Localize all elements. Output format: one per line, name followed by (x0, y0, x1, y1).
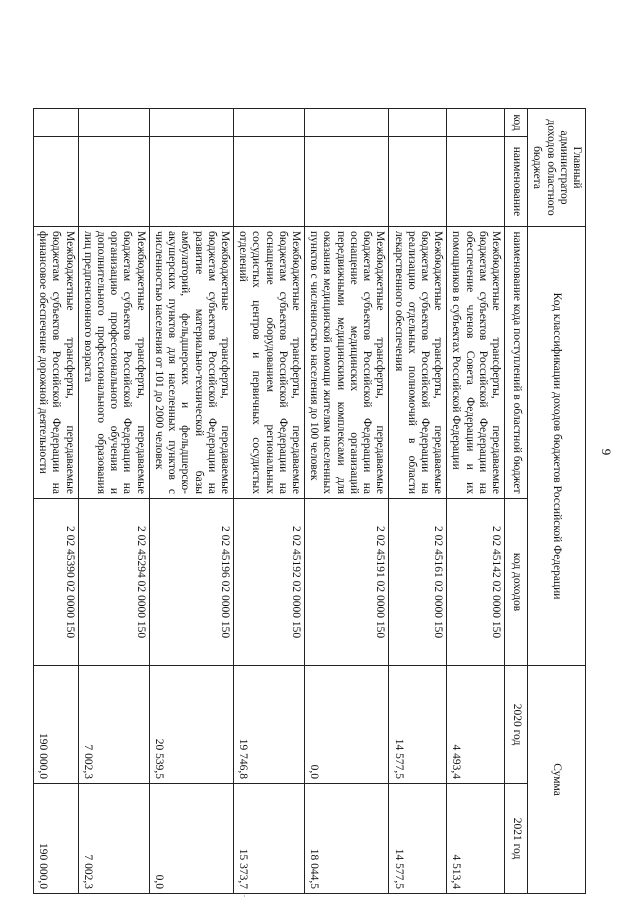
admin-name-cell (78, 137, 149, 227)
amount-2020-cell: 19 746,8 (233, 666, 304, 784)
admin-name-cell (233, 137, 304, 227)
amount-header: Сумма (528, 666, 586, 894)
income-code-cell: 2 02 45192 02 0000 150 (233, 499, 304, 666)
amount-2020-cell: 190 000,0 (33, 666, 78, 784)
amount-2021-cell: 14 577,5 (389, 784, 447, 894)
income-code-cell: 2 02 45390 02 0000 150 (33, 499, 78, 666)
budget-income-table (33, 108, 586, 894)
year-2020-header: 2020 год (505, 666, 528, 784)
year-2021-header: 2021 год (505, 784, 528, 894)
page-number: 9 (599, 448, 614, 456)
income-name-header: наименование кода поступлений в областной бюджет (505, 227, 528, 499)
admin-header: Главный администратор доходов областного бюджета (528, 109, 586, 227)
admin-code-cell (447, 109, 505, 137)
admin-name-cell (149, 137, 233, 227)
income-code-cell: 2 02 45191 02 0000 150 (305, 499, 389, 666)
income-code-cell: 2 02 45196 02 0000 150 (149, 499, 233, 666)
income-name-cell: Межбюджетные трансферты, передаваемые бюджетам субъектов Российской Федерации на организацию профессионального обучения и дополнительного профессионального образования лиц предпенсионного возраста (78, 227, 149, 499)
amount-2020-cell: 0,0 (305, 666, 389, 784)
amount-2021-cell: 18 044,5 (305, 784, 389, 894)
table-row (233, 109, 304, 894)
income-name-cell: Межбюджетные трансферты, передаваемые бюджетам субъектов Российской Федерации на оснащение оборудованием региональных сосудистых центров и первичных сосудистых отделений (233, 227, 304, 499)
admin-code-cell (305, 109, 389, 137)
amount-2021-cell: 4 513,4 (447, 784, 505, 894)
income-code-header: код доходов (505, 499, 528, 666)
amount-2021-cell: 0,0 (149, 784, 233, 894)
table-row (33, 109, 78, 894)
amount-2021-cell: 7 002,3 (78, 784, 149, 894)
admin-name-cell (305, 137, 389, 227)
amount-2020-cell: 7 002,3 (78, 666, 149, 784)
admin-code-header: код (505, 109, 528, 137)
admin-name-header: наименование (505, 137, 528, 227)
admin-name-cell (447, 137, 505, 227)
admin-code-cell (233, 109, 304, 137)
income-name-cell: Межбюджетные трансферты, передаваемые бюджетам субъектов Российской Федерации на финансовое обеспечение дорожной деятельности (33, 227, 78, 499)
income-name-cell: Межбюджетные трансферты, передаваемые бюджетам субъектов Российской Федерации на реализацию отдельных полномочий в области лекарственного обеспечения (389, 227, 447, 499)
header-row-1 (528, 109, 586, 894)
amount-2021-cell: 15 373,7 (233, 784, 304, 894)
amount-2020-cell: 4 493,4 (447, 666, 505, 784)
admin-code-cell (33, 109, 78, 137)
classification-header: Код классификации доходов бюджетов Российской Федерации (528, 227, 586, 666)
table-row (78, 109, 149, 894)
table-row (149, 109, 233, 894)
table-row (389, 109, 447, 894)
income-code-cell: 2 02 45142 02 0000 150 (447, 499, 505, 666)
income-name-cell: Межбюджетные трансферты, передаваемые бюджетам субъектов Российской Федерации на оснащение медицинских организаций передвижными медицинскими комплексами для оказания медицинской помощи жителям населенных пунктов с численностью населения до 100 человек (305, 227, 389, 499)
header-row-2 (505, 109, 528, 894)
admin-code-cell (78, 109, 149, 137)
table-row (305, 109, 389, 894)
income-code-cell: 2 02 45161 02 0000 150 (389, 499, 447, 666)
amount-2020-cell: 14 577,5 (389, 666, 447, 784)
amount-2021-cell: 190 000,0 (33, 784, 78, 894)
scan-mark: · (243, 892, 246, 901)
admin-code-cell (389, 109, 447, 137)
admin-code-cell (149, 109, 233, 137)
income-name-cell: Межбюджетные трансферты, передаваемые бюджетам субъектов Российской Федерации на развитие материально-технической базы амбулаторий, фельдшерских и фельдшерско-акушерских пунктов для населенных пунктов с численностью населения от 101 до 2000 человек (149, 227, 233, 499)
admin-name-cell (389, 137, 447, 227)
rotated-table-wrapper (36, 108, 586, 893)
table-row (447, 109, 505, 894)
admin-name-cell (33, 137, 78, 227)
amount-2020-cell: 20 539,5 (149, 666, 233, 784)
income-code-cell: 2 02 45294 02 0000 150 (78, 499, 149, 666)
income-name-cell: Межбюджетные трансферты, передаваемые бюджетам субъектов Российской Федерации на обеспечение членов Совета Федерации и их помощников в субъектах Российской Федерации (447, 227, 505, 499)
